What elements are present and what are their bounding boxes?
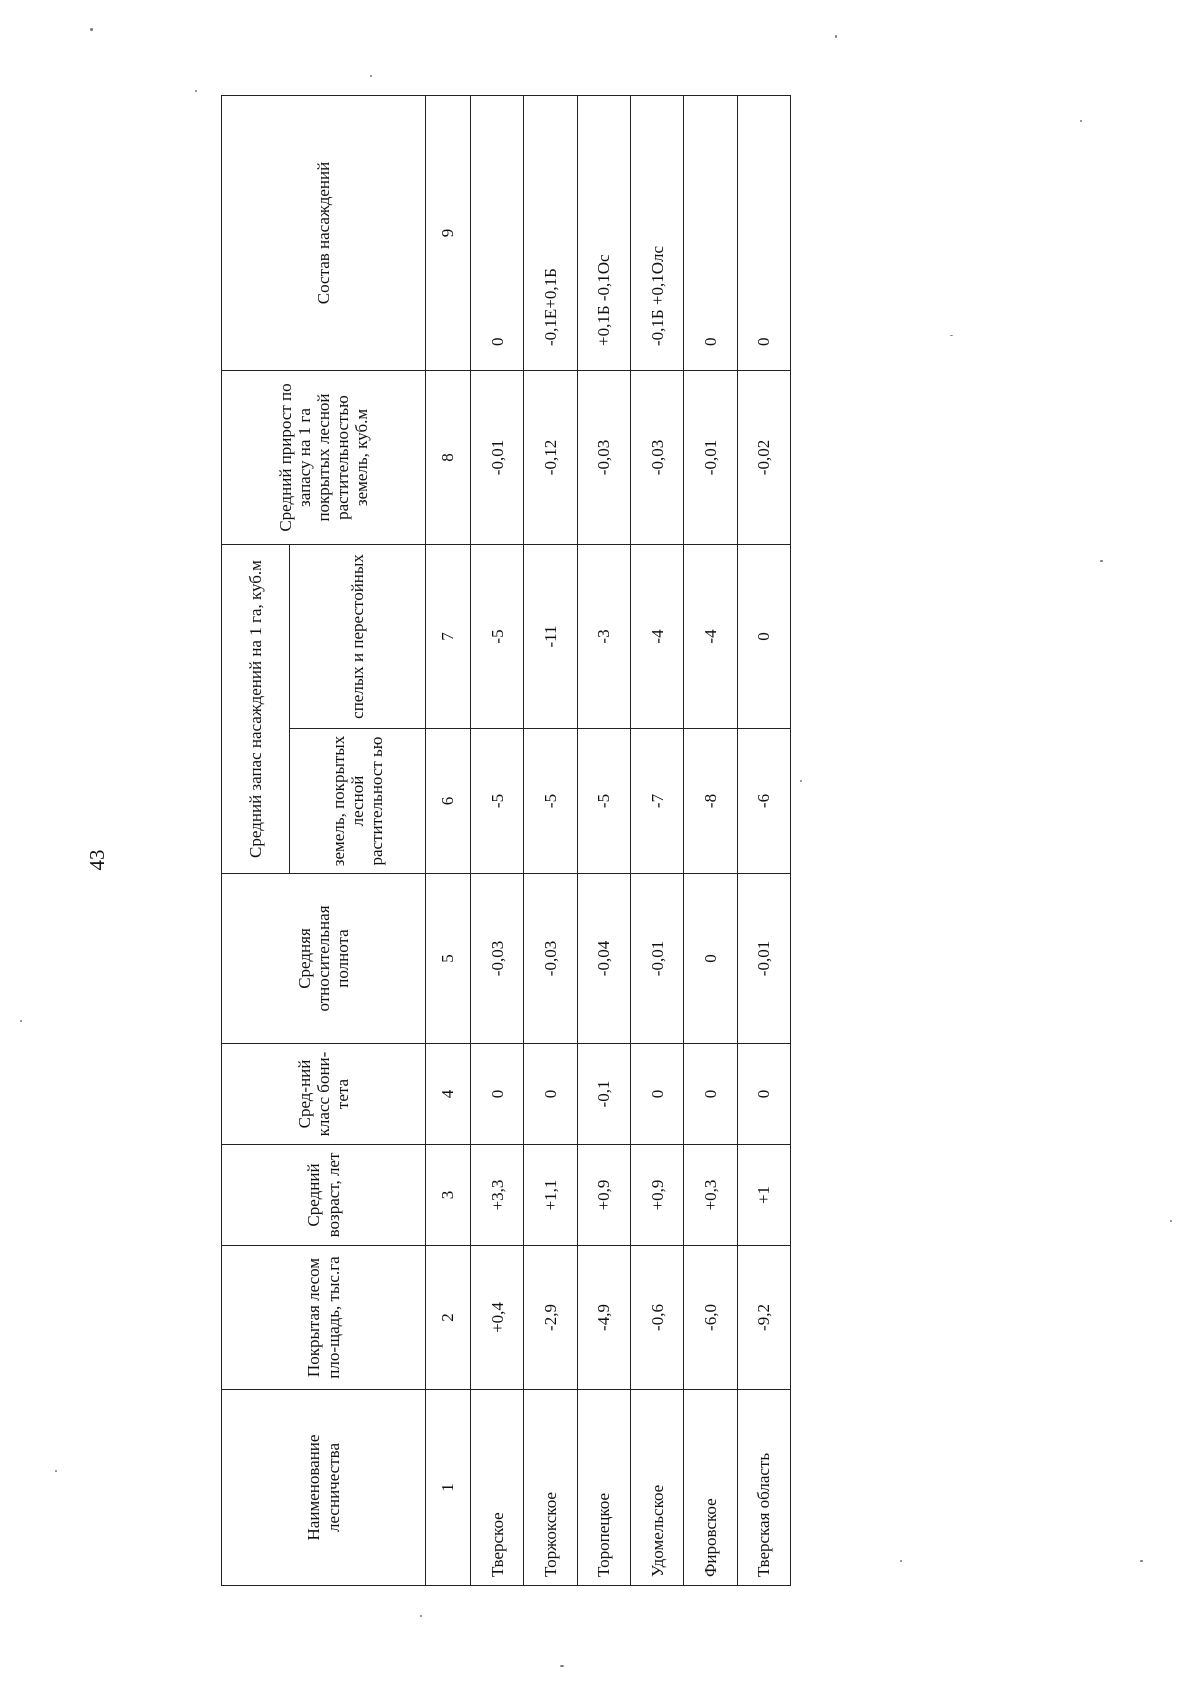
cell-stock-covered: -5 xyxy=(471,729,524,874)
scan-speck xyxy=(835,35,837,38)
column-number: 9 xyxy=(426,96,471,371)
cell-stock-covered: -5 xyxy=(577,729,630,874)
cell-composition: 0 xyxy=(684,96,737,371)
column-number: 2 xyxy=(426,1246,471,1390)
scan-speck xyxy=(195,90,197,92)
cell-avg-age: +0,3 xyxy=(684,1145,737,1246)
cell-avg-density: -0,03 xyxy=(524,874,577,1044)
column-number: 5 xyxy=(426,874,471,1044)
column-number: 4 xyxy=(426,1044,471,1145)
header-avg-stock-group: Средний запас насаждений на 1 га, куб.м xyxy=(222,545,290,874)
cell-avg-age: +1 xyxy=(737,1145,790,1246)
cell-name: Фировское xyxy=(684,1390,737,1586)
cell-avg-increment: -0,03 xyxy=(630,371,683,545)
table-row xyxy=(524,96,577,1586)
cell-name: Торжокское xyxy=(524,1390,577,1586)
table-row xyxy=(737,96,790,1586)
column-number: 7 xyxy=(426,545,471,729)
cell-avg-age: +0,9 xyxy=(577,1145,630,1246)
cell-avg-bonitet: 0 xyxy=(630,1044,683,1145)
scan-speck xyxy=(90,28,93,31)
cell-covered-area: -6,0 xyxy=(684,1246,737,1390)
cell-stock-covered: -5 xyxy=(524,729,577,874)
scan-speck xyxy=(370,75,372,77)
cell-covered-area: -2,9 xyxy=(524,1246,577,1390)
scan-speck xyxy=(20,1020,22,1022)
cell-stock-mature: -3 xyxy=(577,545,630,729)
cell-stock-covered: -8 xyxy=(684,729,737,874)
header-composition: Состав насаждений xyxy=(222,96,426,371)
cell-stock-mature: -5 xyxy=(471,545,524,729)
column-number: 6 xyxy=(426,729,471,874)
cell-avg-age: +1,1 xyxy=(524,1145,577,1246)
cell-stock-covered: -7 xyxy=(630,729,683,874)
scan-speck xyxy=(1170,1220,1172,1222)
scan-speck xyxy=(560,1665,564,1667)
header-name: Наименование лесничества xyxy=(222,1390,426,1586)
cell-avg-density: -0,03 xyxy=(471,874,524,1044)
table-row xyxy=(471,96,524,1586)
cell-avg-increment: -0,03 xyxy=(577,371,630,545)
cell-avg-increment: -0,01 xyxy=(471,371,524,545)
forestry-stats-table-container xyxy=(221,96,791,1586)
cell-avg-density: -0,01 xyxy=(737,874,790,1044)
table-row xyxy=(577,96,630,1586)
page-number: 43 xyxy=(85,849,109,871)
scan-speck xyxy=(1140,1560,1143,1562)
cell-avg-bonitet: 0 xyxy=(684,1044,737,1145)
header-avg-density: Средняя относительная полнота xyxy=(222,874,426,1044)
header-avg-age: Средний возраст, лет xyxy=(222,1145,426,1246)
cell-name: Торопецкое xyxy=(577,1390,630,1586)
cell-avg-increment: -0,02 xyxy=(737,371,790,545)
cell-composition: +0,1Б -0,1Ос xyxy=(577,96,630,371)
cell-name: Тверская область xyxy=(737,1390,790,1586)
column-number-row xyxy=(426,96,471,1586)
cell-name: Удомельское xyxy=(630,1390,683,1586)
cell-composition: -0,1Б +0,1Олс xyxy=(630,96,683,371)
scan-speck xyxy=(1100,560,1103,562)
cell-name: Тверское xyxy=(471,1390,524,1586)
cell-avg-bonitet: 0 xyxy=(524,1044,577,1145)
cell-covered-area: -0,6 xyxy=(630,1246,683,1390)
cell-avg-age: +3,3 xyxy=(471,1145,524,1246)
cell-composition: 0 xyxy=(471,96,524,371)
header-avg-increment: Средний прирост по запасу на 1 га покрытых лесной растительностью земель, куб.м xyxy=(222,371,426,545)
scan-speck xyxy=(900,1560,902,1562)
cell-composition: 0 xyxy=(737,96,790,371)
scan-speck xyxy=(420,1615,422,1617)
cell-avg-increment: -0,01 xyxy=(684,371,737,545)
scan-speck xyxy=(55,1470,57,1472)
cell-avg-bonitet: 0 xyxy=(737,1044,790,1145)
cell-avg-increment: -0,12 xyxy=(524,371,577,545)
header-stock-covered: земель, покрытых лесной растительност ью xyxy=(290,729,426,874)
cell-covered-area: -4,9 xyxy=(577,1246,630,1390)
cell-stock-covered: -6 xyxy=(737,729,790,874)
forestry-stats-table xyxy=(221,95,791,1586)
cell-avg-density: -0,04 xyxy=(577,874,630,1044)
cell-avg-bonitet: -0,1 xyxy=(577,1044,630,1145)
scan-speck xyxy=(800,780,802,782)
table-row xyxy=(630,96,683,1586)
cell-avg-density: -0,01 xyxy=(630,874,683,1044)
cell-stock-mature: -11 xyxy=(524,545,577,729)
header-covered-area: Покрытая лесом пло-щадь, тыс.га xyxy=(222,1246,426,1390)
column-number: 8 xyxy=(426,371,471,545)
header-row xyxy=(222,96,290,1586)
cell-covered-area: -9,2 xyxy=(737,1246,790,1390)
scan-speck xyxy=(950,335,953,336)
column-number: 3 xyxy=(426,1145,471,1246)
cell-avg-age: +0,9 xyxy=(630,1145,683,1246)
cell-stock-mature: 0 xyxy=(737,545,790,729)
cell-stock-mature: -4 xyxy=(630,545,683,729)
column-number: 1 xyxy=(426,1390,471,1586)
cell-avg-density: 0 xyxy=(684,874,737,1044)
table-row xyxy=(684,96,737,1586)
header-stock-mature: спелых и перестойных xyxy=(290,545,426,729)
header-avg-bonitet: Сред-ний класс бони-тета xyxy=(222,1044,426,1145)
cell-covered-area: +0,4 xyxy=(471,1246,524,1390)
cell-avg-bonitet: 0 xyxy=(471,1044,524,1145)
cell-composition: -0,1Е+0,1Б xyxy=(524,96,577,371)
scan-speck xyxy=(1080,120,1082,122)
cell-stock-mature: -4 xyxy=(684,545,737,729)
